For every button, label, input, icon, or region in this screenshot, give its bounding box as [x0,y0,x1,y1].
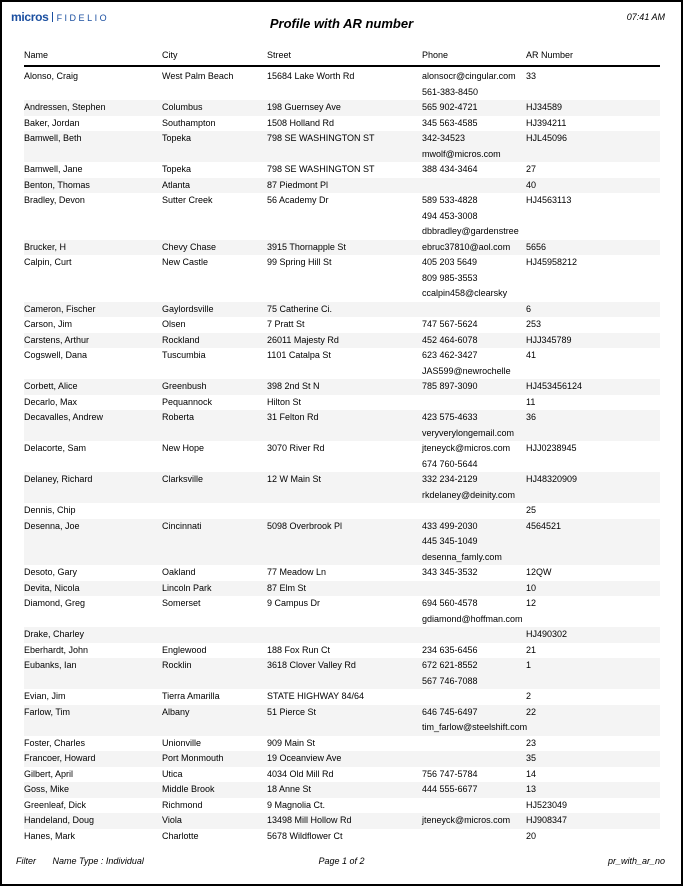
cell-name: Diamond, Greg [24,598,86,608]
cell-street: 7 Pratt St [267,319,305,329]
phone-line: 405 203 5649 [422,257,478,267]
phone-line: 444 555-6677 [422,784,478,794]
cell-street: 1101 Catalpa St [267,350,331,360]
cell-street: STATE HIGHWAY 84/64 [267,691,365,701]
phone-line: tim_farlow@steelshift.com [422,722,528,732]
cell-city: Clarksville [162,474,204,484]
cell-ar: 36 [526,412,537,422]
table-row [24,689,660,705]
cell-street: 99 Spring Hill St [267,257,332,267]
cell-ar: HJ490302 [526,629,568,639]
cell-ar: 41 [526,350,537,360]
cell-name: Francoer, Howard [24,753,96,763]
cell-street: 4034 Old Mill Rd [267,768,334,779]
cell-ar: 35 [526,753,537,763]
cell-name: Delaney, Richard [24,474,93,484]
cell-ar: 23 [526,737,537,748]
cell-phone [422,519,526,566]
phone-line: 561-383-8450 [422,86,479,97]
table-row [24,131,660,162]
table-row [24,178,660,194]
cell-phone [422,100,526,116]
cell-ar: 4564521 [526,520,562,531]
cell-ar: HJ523049 [526,799,568,810]
cell-city: Rockland [162,334,200,345]
cell-ar: 27 [526,164,537,174]
cell-street: Hilton St [267,396,302,407]
cell-street: 1508 Holland Rd [267,117,335,128]
cell-street: 3915 Thornapple St [267,241,346,252]
cell-name: Baker, Jordan [24,117,80,128]
table-row [24,705,660,736]
cell-street: 77 Meadow Ln [267,567,327,577]
cell-street: 3070 River Rd [267,443,325,453]
phone-line: 342-34523 [422,133,466,143]
cell-phone [422,813,526,829]
cell-phone [422,333,526,349]
phone-line: 672 621-8552 [422,660,478,670]
cell-phone [422,441,526,472]
filter-label: Filter [16,856,36,866]
table-row [24,379,660,395]
cell-city: New Hope [162,443,205,453]
cell-street: 87 Elm St [267,582,307,593]
phone-line: 785 897-3090 [422,381,478,391]
cell-phone [422,643,526,659]
cell-city: Richmond [162,799,203,810]
filter-value: Name Type : Individual [52,856,144,866]
table-row [24,658,660,689]
cell-phone [422,69,526,100]
phone-line: 452 464-6078 [422,334,478,345]
cell-phone [422,472,526,503]
cell-city: Greenbush [162,381,207,391]
table-row [24,798,660,814]
cell-phone [422,131,526,162]
cell-street: 398 2nd St N [267,381,320,391]
cell-city: Topeka [162,133,192,143]
phone-line: 623 462-3427 [422,350,478,360]
cell-ar: HJ453456124 [526,381,583,391]
cell-ar: 25 [526,505,537,515]
phone-line: 565 902-4721 [422,102,478,112]
cell-name: Carson, Jim [24,319,73,329]
cell-city [162,627,267,643]
cell-street: 19 Oceanview Ave [267,753,342,763]
table-row [24,255,660,302]
cell-street: 87 Piedmont Pl [267,179,329,190]
phone-line: alonsocr@cingular.com [422,71,516,81]
cell-city: Gaylordsville [162,303,214,314]
cell-city: New Castle [162,257,209,267]
table-row [24,643,660,659]
cell-street: 13498 Mill Hollow Rd [267,815,352,825]
table-row [24,813,660,829]
column-header-phone: Phone [422,50,449,60]
cell-name: Bamwell, Jane [24,164,83,174]
cell-ar: 21 [526,644,537,655]
cell-phone [422,503,526,519]
cell-name: Brucker, H [24,241,67,252]
phone-line: 445 345-1049 [422,536,478,546]
cell-ar: HJ48320909 [526,474,578,484]
cell-phone [422,782,526,798]
cell-city: Sutter Creek [162,195,213,205]
column-header-city: City [162,50,178,60]
phone-line: gdiamond@hoffman.com [422,613,523,624]
cell-street: 9 Campus Dr [267,598,321,608]
phone-line: 809 985-3553 [422,272,478,283]
table-row [24,395,660,411]
cell-ar: 5656 [526,241,547,252]
table-row [24,348,660,379]
cell-ar: 1 [526,660,532,670]
cell-city: Charlotte [162,830,199,841]
cell-city: Southampton [162,117,216,128]
cell-city: Atlanta [162,179,191,190]
table-row [24,69,660,100]
column-header-name: Name [24,50,49,60]
cell-city: Tuscumbia [162,350,206,360]
phone-line: jteneyck@micros.com [422,815,511,825]
cell-ar: 10 [526,582,537,593]
cell-street: 31 Felton Rd [267,412,319,422]
table-row [24,317,660,333]
cell-phone [422,348,526,379]
cell-ar: HJJ345789 [526,334,572,345]
cell-ar: HJL45096 [526,133,568,143]
cell-ar: 253 [526,319,542,329]
phone-line: 646 745-6497 [422,706,478,717]
cell-city: Somerset [162,598,201,608]
cell-phone [422,736,526,752]
table-row [24,333,660,349]
table-row [24,782,660,798]
phone-line: 567 746-7088 [422,675,478,686]
cell-phone [422,829,526,845]
profiles-table [24,50,660,844]
cell-name: Decavalles, Andrew [24,412,104,422]
table-body [24,67,660,844]
cell-phone [422,240,526,256]
phone-line: jteneyck@micros.com [422,443,511,453]
report-title: Profile with AR number [269,16,414,31]
cell-street [267,627,422,643]
phone-line: 694 560-4578 [422,598,478,608]
cell-street: 5678 Wildflower Ct [267,830,343,841]
cell-city [162,503,267,519]
table-header-row [24,50,660,67]
cell-phone [422,565,526,581]
cell-ar: HJ908347 [526,815,568,825]
cell-street: 26011 Majesty Rd [267,334,339,345]
cell-phone [422,798,526,814]
cell-street: 18 Anne St [267,784,312,794]
cell-phone [422,410,526,441]
cell-city: Cincinnati [162,520,202,531]
cell-name: Evian, Jim [24,691,66,701]
table-row [24,503,660,519]
page-indicator: Page 1 of 2 [318,856,365,866]
cell-city: Port Monmouth [162,753,224,763]
cell-street: 198 Guernsey Ave [267,102,341,112]
cell-phone [422,255,526,302]
cell-street: 188 Fox Run Ct [267,644,331,655]
cell-name: Dennis, Chip [24,505,76,515]
phone-line: desenna_famly.com [422,551,502,562]
cell-phone [422,689,526,705]
cell-phone [422,658,526,689]
cell-ar: HJ45958212 [526,257,578,267]
cell-city: Oakland [162,567,196,577]
phone-line: 674 760-5644 [422,458,478,469]
cell-phone [422,395,526,411]
phone-line: 345 563-4585 [422,117,478,128]
phone-line: ebruc37810@aol.com [422,241,511,252]
cell-ar: 13 [526,784,537,794]
table-row [24,302,660,318]
cell-ar: HJ34589 [526,102,563,112]
table-row [24,441,660,472]
table-row [24,193,660,240]
cell-ar: HJ394211 [526,117,567,128]
table-row [24,565,660,581]
cell-phone [422,581,526,597]
cell-city: Lincoln Park [162,582,212,593]
cell-city: Viola [162,815,182,825]
cell-name: Cameron, Fischer [24,303,96,314]
phone-line: 589 533-4828 [422,195,478,205]
cell-ar: 40 [526,179,537,190]
phone-line: 756 747-5784 [422,768,478,779]
cell-ar: 14 [526,768,537,779]
cell-street: 798 SE WASHINGTON ST [267,133,375,143]
cell-ar: 33 [526,71,537,81]
phone-line: 234 635-6456 [422,644,478,655]
table-row [24,240,660,256]
cell-city: Chevy Chase [162,241,217,252]
cell-city: Topeka [162,164,192,174]
cell-street: 12 W Main St [267,474,322,484]
table-row [24,829,660,845]
table-row [24,581,660,597]
cell-ar: HJ4563113 [526,195,572,205]
cell-phone [422,596,526,627]
cell-phone [422,116,526,132]
phone-line: 747 567-5624 [422,319,478,329]
table-row [24,162,660,178]
cell-city: Albany [162,706,190,717]
cell-street: 909 Main St [267,737,316,748]
cell-ar: 2 [526,691,532,701]
cell-street: 56 Academy Dr [267,195,329,205]
cell-city: Columbus [162,102,203,112]
column-header-ar-number: AR Number [526,50,574,60]
cell-phone [422,627,526,643]
table-row [24,472,660,503]
table-row [24,519,660,566]
cell-city: Pequannock [162,396,213,407]
cell-name: Eubanks, Ian [24,660,77,670]
cell-ar: 22 [526,706,537,717]
cell-name: Andressen, Stephen [24,102,106,112]
cell-street: 9 Magnolia Ct. [267,799,326,810]
phone-line: ccalpin458@clearsky [422,288,508,298]
cell-name: Farlow, Tim [24,706,71,717]
cell-street: 3618 Clover Valley Rd [267,660,356,670]
cell-name: Decarlo, Max [24,396,78,407]
phone-line: 343 345-3532 [422,567,478,577]
phone-line: dbbradley@gardenstree [422,226,519,236]
table-row [24,596,660,627]
cell-name: Bamwell, Beth [24,133,82,143]
phone-line: JAS599@newrochelle [422,365,511,376]
cell-name: Hanes, Mark [24,830,76,841]
cell-city: Rocklin [162,660,192,670]
report-footer [2,856,681,870]
cell-name: Alonso, Craig [24,71,79,81]
cell-name: Cogswell, Dana [24,350,88,360]
cell-name: Greenleaf, Dick [24,799,87,810]
cell-city: West Palm Beach [162,71,234,81]
cell-street [267,503,422,519]
cell-street: 15684 Lake Worth Rd [267,71,355,81]
cell-phone [422,767,526,783]
cell-phone [422,705,526,736]
cell-ar: HJJ0238945 [526,443,577,453]
column-header-street: Street [267,50,292,60]
cell-phone [422,178,526,194]
cell-street: 798 SE WASHINGTON ST [267,164,375,174]
table-row [24,410,660,441]
cell-street: 75 Catherine Ci. [267,303,333,314]
cell-name: Carstens, Arthur [24,334,90,345]
phone-line: 423 575-4633 [422,412,478,422]
cell-city: Tierra Amarilla [162,691,220,701]
table-row [24,627,660,643]
cell-name: Desenna, Joe [24,520,80,531]
cell-city: Utica [162,768,183,779]
phone-line: veryverylongemail.com [422,427,515,438]
cell-phone [422,751,526,767]
table-row [24,116,660,132]
cell-city: Unionville [162,737,202,748]
logo-micros-text: micros [11,10,49,24]
cell-street: 5098 Overbrook Pl [267,520,343,531]
phone-line: 494 453-3008 [422,210,478,221]
cell-ar: 12QW [526,567,552,577]
cell-city: Roberta [162,412,195,422]
cell-name: Goss, Mike [24,784,70,794]
report-code: pr_with_ar_no [607,856,665,866]
report-timestamp: 07:41 AM [626,12,665,22]
cell-phone [422,302,526,318]
cell-street: 51 Pierce St [267,706,317,717]
cell-name: Foster, Charles [24,737,86,748]
cell-name: Calpin, Curt [24,257,72,267]
cell-name: Corbett, Alice [24,381,78,391]
cell-name: Eberhardt, John [24,644,89,655]
cell-name: Gilbert, April [24,768,74,779]
cell-ar: 12 [526,598,537,608]
table-row [24,100,660,116]
cell-name: Delacorte, Sam [24,443,87,453]
phone-line: 433 499-2030 [422,520,478,531]
cell-name: Desoto, Gary [24,567,78,577]
cell-phone [422,379,526,395]
cell-city: Middle Brook [162,784,215,794]
cell-phone [422,193,526,240]
phone-line: mwolf@micros.com [422,148,501,159]
cell-name: Drake, Charley [24,629,85,639]
phone-line: 332 234-2129 [422,474,478,484]
cell-ar: 20 [526,830,537,841]
cell-ar: 6 [526,303,532,314]
cell-ar: 11 [526,396,536,407]
cell-city: Olsen [162,319,186,329]
cell-name: Bradley, Devon [24,195,85,205]
phone-line: 388 434-3464 [422,164,478,174]
logo-fidelio-text: FIDELIO [56,13,110,23]
table-row [24,736,660,752]
table-row [24,767,660,783]
cell-name: Devita, Nicola [24,582,80,593]
table-row [24,751,660,767]
cell-phone [422,162,526,178]
cell-name: Handeland, Doug [24,815,95,825]
cell-city: Englewood [162,644,207,655]
cell-phone [422,317,526,333]
phone-line: rkdelaney@deinity.com [422,489,516,500]
cell-name: Benton, Thomas [24,179,90,190]
